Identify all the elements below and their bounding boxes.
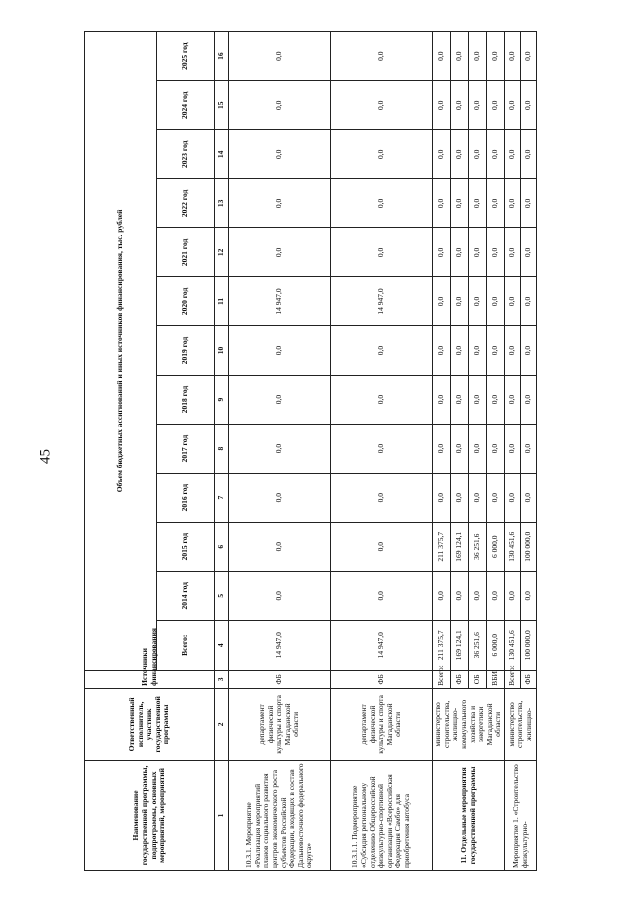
row-source: ФБ — [521, 670, 537, 688]
value-cell: 0,0 — [433, 32, 451, 81]
value-cell: 0,0 — [487, 179, 505, 228]
value-cell: 130 451,6 — [505, 620, 521, 670]
value-cell: 0,0 — [331, 424, 433, 473]
col-index: 14 — [215, 130, 229, 179]
value-cell: 0,0 — [521, 179, 537, 228]
col-index: 2 — [215, 688, 229, 760]
row-executor: министерство строительства, жилищно-коммунального хозяйства и энергетики Магаданской области — [433, 688, 505, 760]
row-source: ФБ — [451, 670, 469, 688]
financing-table-container — [84, 31, 624, 871]
value-cell: 0,0 — [505, 32, 521, 81]
value-cell: 0,0 — [331, 32, 433, 81]
value-cell: 0,0 — [487, 424, 505, 473]
header-year: 2020 год — [157, 277, 215, 326]
value-cell: 0,0 — [229, 81, 331, 130]
table-row-m1-total — [505, 32, 521, 871]
value-cell: 0,0 — [451, 228, 469, 277]
col-index: 15 — [215, 81, 229, 130]
value-cell: 0,0 — [469, 326, 487, 375]
header-year: 2022 год — [157, 179, 215, 228]
row-source: ФБ — [229, 670, 331, 688]
header-year: 2018 год — [157, 375, 215, 424]
header-executor: Ответственный исполнитель, участник государственной программы — [85, 688, 215, 760]
header-year: 2025 год — [157, 32, 215, 81]
row-name: 10.3.1.1. Подмероприятие «Субсидия региональному отделению Общероссийской физкультурно-спортивной организации «Всероссийская Федерация Самбо» для приобретения автобуса — [331, 760, 433, 870]
header-name: Наименование государственной программы, подпрограммы, основных мероприятий, мероприятий — [85, 760, 215, 870]
value-cell: 0,0 — [229, 130, 331, 179]
value-cell: 6 000,0 — [487, 620, 505, 670]
header-source: Источники финансирования — [85, 670, 215, 688]
value-cell: 0,0 — [487, 32, 505, 81]
value-cell: 0,0 — [331, 130, 433, 179]
value-cell: 0,0 — [433, 130, 451, 179]
header-volume: Объем бюджетных ассигнований и иных источников финансирования, тыс. рублей — [85, 32, 157, 671]
value-cell: 0,0 — [451, 375, 469, 424]
value-cell: 0,0 — [469, 375, 487, 424]
value-cell: 0,0 — [505, 179, 521, 228]
value-cell: 0,0 — [487, 81, 505, 130]
value-cell: 0,0 — [469, 473, 487, 522]
value-cell: 0,0 — [451, 571, 469, 620]
row-name: 11. Отдельные мероприятия государственной программы — [433, 760, 505, 870]
value-cell: 6 000,0 — [487, 522, 505, 571]
value-cell: 0,0 — [521, 81, 537, 130]
col-index: 10 — [215, 326, 229, 375]
value-cell: 0,0 — [505, 277, 521, 326]
column-index-row — [215, 32, 229, 871]
header-row — [85, 32, 157, 871]
value-cell: 0,0 — [487, 228, 505, 277]
value-cell: 0,0 — [469, 179, 487, 228]
value-cell: 0,0 — [521, 424, 537, 473]
table-row-11-total — [433, 32, 451, 871]
header-year: 2024 год — [157, 81, 215, 130]
value-cell: 0,0 — [229, 522, 331, 571]
value-cell: 36 251,6 — [469, 620, 487, 670]
value-cell: 14 947,0 — [229, 620, 331, 670]
value-cell: 0,0 — [451, 32, 469, 81]
col-index: 9 — [215, 375, 229, 424]
value-cell: 0,0 — [469, 571, 487, 620]
table-row-10-3-1-1 — [331, 32, 433, 871]
value-cell: 0,0 — [451, 81, 469, 130]
value-cell: 0,0 — [433, 424, 451, 473]
value-cell: 0,0 — [521, 228, 537, 277]
value-cell: 0,0 — [521, 375, 537, 424]
header-year: 2015 год — [157, 522, 215, 571]
value-cell: 0,0 — [505, 424, 521, 473]
header-year: 2017 год — [157, 424, 215, 473]
col-index: 13 — [215, 179, 229, 228]
value-cell: 0,0 — [433, 277, 451, 326]
value-cell: 169 124,1 — [451, 620, 469, 670]
row-executor: департамент физической культуры и спорта Магаданской области — [229, 688, 331, 760]
value-cell: 0,0 — [521, 277, 537, 326]
value-cell: 0,0 — [433, 571, 451, 620]
value-cell: 100 000,0 — [521, 522, 537, 571]
value-cell: 0,0 — [487, 375, 505, 424]
value-cell: 0,0 — [451, 424, 469, 473]
value-cell: 0,0 — [331, 473, 433, 522]
value-cell: 36 251,6 — [469, 522, 487, 571]
value-cell: 0,0 — [487, 130, 505, 179]
value-cell: 14 947,0 — [331, 277, 433, 326]
col-index: 11 — [215, 277, 229, 326]
value-cell: 130 451,6 — [505, 522, 521, 571]
value-cell: 0,0 — [451, 179, 469, 228]
value-cell: 0,0 — [229, 326, 331, 375]
value-cell: 0,0 — [229, 179, 331, 228]
row-source: Всего: — [505, 670, 521, 688]
value-cell: 0,0 — [451, 473, 469, 522]
value-cell: 211 375,7 — [433, 620, 451, 670]
value-cell: 0,0 — [469, 130, 487, 179]
col-index: 6 — [215, 522, 229, 571]
value-cell: 0,0 — [331, 571, 433, 620]
header-year: 2014 год — [157, 571, 215, 620]
value-cell: 0,0 — [521, 130, 537, 179]
value-cell: 0,0 — [487, 277, 505, 326]
header-year: 2019 год — [157, 326, 215, 375]
col-index: 8 — [215, 424, 229, 473]
value-cell: 0,0 — [229, 228, 331, 277]
value-cell: 169 124,1 — [451, 522, 469, 571]
value-cell: 14 947,0 — [229, 277, 331, 326]
row-source: ФБ — [331, 670, 433, 688]
row-source: ОБ — [469, 670, 487, 688]
row-executor: министерство строительства, жилищно- — [505, 688, 537, 760]
value-cell: 0,0 — [487, 571, 505, 620]
row-source: ВБИ — [487, 670, 505, 688]
value-cell: 0,0 — [469, 81, 487, 130]
value-cell: 0,0 — [521, 32, 537, 81]
value-cell: 0,0 — [433, 375, 451, 424]
value-cell: 0,0 — [505, 81, 521, 130]
value-cell: 0,0 — [229, 375, 331, 424]
value-cell: 0,0 — [331, 81, 433, 130]
value-cell: 0,0 — [469, 424, 487, 473]
row-name: Мероприятие 1. «Строительство физкультурно- — [505, 760, 537, 870]
value-cell: 0,0 — [229, 571, 331, 620]
table-row-10-3-1 — [229, 32, 331, 871]
value-cell: 0,0 — [521, 473, 537, 522]
value-cell: 0,0 — [331, 522, 433, 571]
col-index: 4 — [215, 620, 229, 670]
header-total: Всего: — [157, 620, 215, 670]
financing-table — [84, 31, 537, 871]
col-index: 12 — [215, 228, 229, 277]
value-cell: 0,0 — [331, 179, 433, 228]
value-cell: 0,0 — [487, 326, 505, 375]
value-cell: 0,0 — [469, 228, 487, 277]
value-cell: 14 947,0 — [331, 620, 433, 670]
value-cell: 0,0 — [451, 277, 469, 326]
value-cell: 0,0 — [433, 326, 451, 375]
row-executor: департамент физической культуры и спорта Магаданской области — [331, 688, 433, 760]
value-cell: 0,0 — [433, 179, 451, 228]
col-index: 3 — [215, 670, 229, 688]
row-source: Всего: — [433, 670, 451, 688]
value-cell: 0,0 — [331, 228, 433, 277]
page-number: 45 — [37, 449, 54, 464]
col-index: 5 — [215, 571, 229, 620]
value-cell: 0,0 — [229, 473, 331, 522]
value-cell: 0,0 — [433, 228, 451, 277]
value-cell: 0,0 — [229, 32, 331, 81]
value-cell: 0,0 — [505, 228, 521, 277]
value-cell: 0,0 — [433, 473, 451, 522]
value-cell: 0,0 — [451, 130, 469, 179]
value-cell: 0,0 — [469, 277, 487, 326]
value-cell: 0,0 — [469, 32, 487, 81]
value-cell: 0,0 — [487, 473, 505, 522]
value-cell: 0,0 — [505, 326, 521, 375]
value-cell: 0,0 — [521, 571, 537, 620]
col-index: 16 — [215, 32, 229, 81]
value-cell: 100 000,0 — [521, 620, 537, 670]
header-year: 2016 год — [157, 473, 215, 522]
header-year: 2023 год — [157, 130, 215, 179]
col-index: 1 — [215, 760, 229, 870]
value-cell: 211 375,7 — [433, 522, 451, 571]
value-cell: 0,0 — [505, 571, 521, 620]
value-cell: 0,0 — [331, 326, 433, 375]
header-year: 2021 год — [157, 228, 215, 277]
value-cell: 0,0 — [229, 424, 331, 473]
value-cell: 0,0 — [505, 473, 521, 522]
value-cell: 0,0 — [433, 81, 451, 130]
value-cell: 0,0 — [505, 375, 521, 424]
value-cell: 0,0 — [451, 326, 469, 375]
col-index: 7 — [215, 473, 229, 522]
value-cell: 0,0 — [521, 326, 537, 375]
row-name: 10.3.1. Мероприятие «Реализация мероприятий планов социального развития центров экономического роста субъектов Российской Федерации, входящих в состав Дальневосточного федерального округа» — [229, 760, 331, 870]
value-cell: 0,0 — [505, 130, 521, 179]
value-cell: 0,0 — [331, 375, 433, 424]
